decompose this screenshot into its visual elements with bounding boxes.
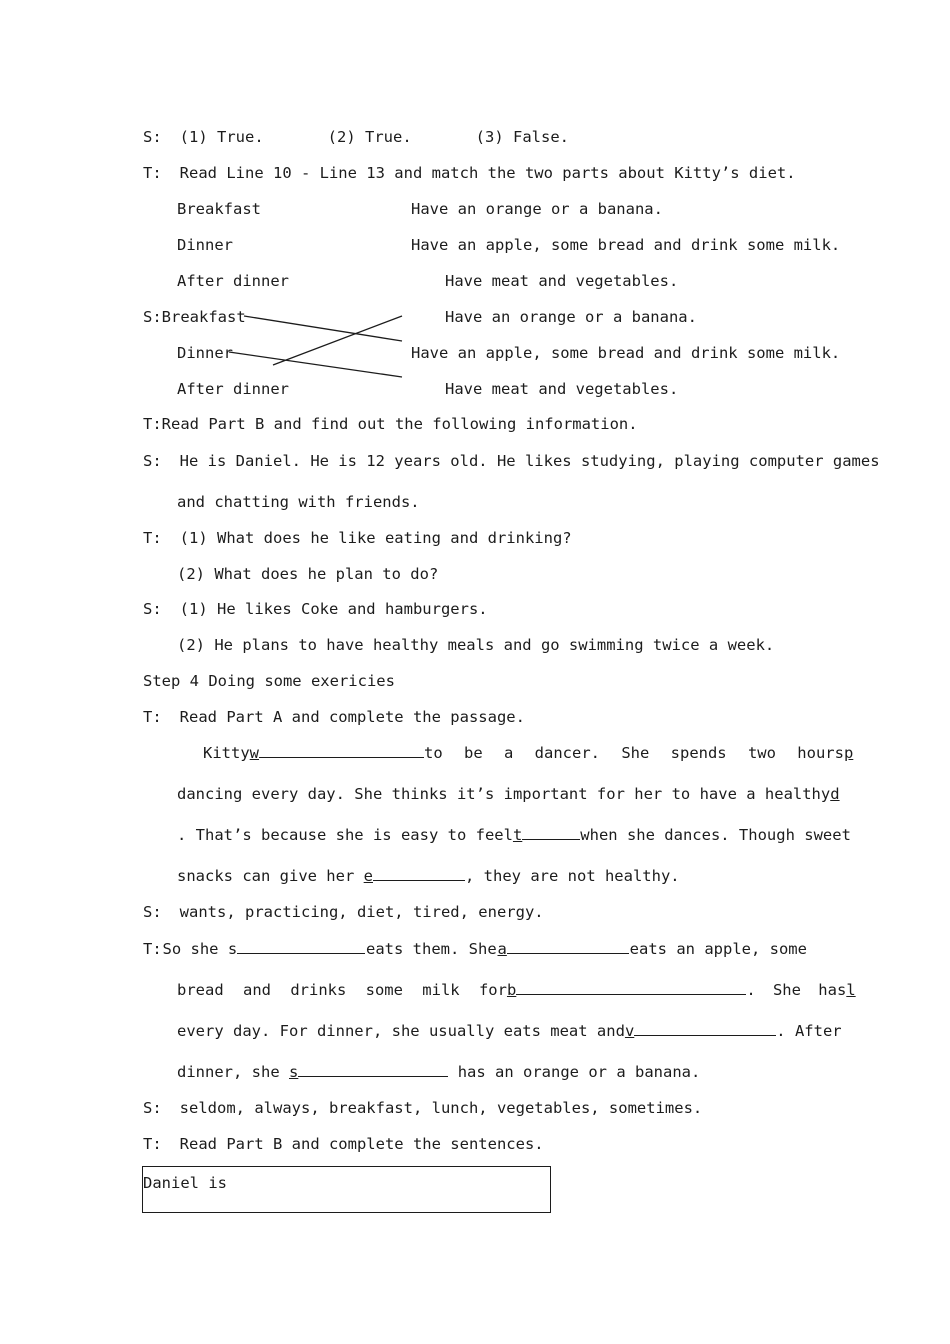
passage-text: . After: [776, 1022, 842, 1040]
blank-letter-d[interactable]: d: [830, 785, 840, 803]
speaker-label: S:: [143, 128, 162, 146]
fill-blank-s1[interactable]: [237, 939, 365, 954]
passage-text: snacks can give her: [177, 867, 355, 885]
instruction-text: Read Part A and complete the passage.: [179, 708, 525, 726]
daniel-intro: [143, 451, 880, 471]
match-right-3: Have meat and vegetables.: [445, 272, 679, 290]
passage-text: . She has: [746, 981, 847, 999]
daniel-text-2: and chatting with friends.: [177, 493, 420, 511]
passage-text: eats them. She: [366, 940, 497, 958]
speaker-label: T:: [143, 529, 162, 547]
sentence-box[interactable]: [142, 1166, 551, 1213]
box-text: Daniel is: [143, 1174, 227, 1192]
blank-letter-p[interactable]: p: [843, 744, 854, 762]
speaker-label: T:: [143, 164, 162, 182]
fill-blank-a[interactable]: [507, 939, 629, 954]
match-answer-right-2: Have an apple, some bread and drink some milk.: [411, 344, 841, 362]
match-line-breakfast: [244, 316, 402, 341]
speaker-label: S:: [143, 308, 162, 326]
passage-text: bread and drinks some milk for: [177, 981, 507, 999]
speaker-label: T:: [143, 415, 162, 433]
answer-text: seldom, always, breakfast, lunch, vegetables, sometimes.: [179, 1099, 703, 1117]
blank-letter-w: w: [249, 744, 260, 762]
fill-blank-b[interactable]: [516, 980, 746, 995]
fill-blank-t[interactable]: [522, 825, 580, 840]
passage-text: , they are not healthy.: [465, 867, 680, 885]
passage-text: has an orange or a banana.: [457, 1063, 701, 1081]
match-left-3: After dinner: [177, 272, 289, 290]
match-right-2: Have an apple, some bread and drink some milk.: [411, 236, 841, 254]
match-answer-breakfast: Breakfast: [161, 308, 246, 326]
instruction-text: Read Part B and complete the sentences.: [179, 1135, 544, 1153]
blank-letter-e: e: [363, 867, 373, 885]
instruction-text: Read Line 10 - Line 13 and match the two parts about Kitty’s diet.: [179, 164, 796, 182]
question-2: (2) What does he plan to do?: [177, 565, 439, 583]
speaker-label: S:: [143, 903, 162, 921]
question-line-1: [143, 528, 572, 548]
passage1-line-2: [177, 784, 840, 804]
passage-text: eats an apple, some: [629, 940, 807, 958]
answer-text-2: (2) He plans to have healthy meals and go swimming twice a week.: [177, 636, 775, 654]
passage1-line-3: [177, 825, 851, 845]
blank-letter-b: b: [506, 981, 517, 999]
blank-letter-l[interactable]: l: [846, 981, 856, 999]
passage1-line-1: [203, 743, 854, 763]
blank-letter-v: v: [624, 1022, 635, 1040]
speaker-label: T:: [143, 1135, 162, 1153]
passage2-line-3: [177, 1021, 842, 1041]
match-answer-right-3: Have meat and vegetables.: [445, 380, 679, 398]
instruction-text: Read Part B and find out the following information.: [161, 415, 638, 433]
answer-line-passage1: [143, 902, 544, 922]
match-right-1: Have an orange or a banana.: [411, 200, 663, 218]
passage1-line-4: [177, 866, 680, 886]
passage2-line-1: [143, 939, 807, 959]
fill-blank-v[interactable]: [634, 1021, 776, 1036]
speaker-label: S:: [143, 1099, 162, 1117]
answer-text-1: (1) He likes Coke and hamburgers.: [179, 600, 488, 618]
answer-line-1: [143, 599, 488, 619]
answer-2: (2) True.: [327, 128, 412, 146]
passage2-line-2: [177, 980, 856, 1000]
passage-text: dinner, she: [177, 1063, 280, 1081]
instruction-part-b-sentences: [143, 1134, 544, 1154]
match-answer-left-3: After dinner: [177, 380, 289, 398]
answer-1: (1) True.: [179, 128, 264, 146]
match-answer-left-2: Dinner: [177, 344, 233, 362]
passage-text: every day. For dinner, she usually eats meat and: [177, 1022, 625, 1040]
daniel-text-1: He is Daniel. He is 12 years old. He likes studying, playing computer games: [179, 452, 880, 470]
passage-text: Kitty: [203, 744, 250, 762]
speaker-label: S:: [143, 600, 162, 618]
answer-line-passage2: [143, 1098, 702, 1118]
instruction-part-b: [143, 414, 638, 434]
passage-text: So she: [162, 940, 219, 958]
answer-text: wants, practicing, diet, tired, energy.: [179, 903, 544, 921]
blank-letter-s2: s: [289, 1063, 299, 1081]
match-left-2: Dinner: [177, 236, 233, 254]
blank-letter-a: a: [497, 940, 507, 958]
instruction-part-a: [143, 707, 525, 727]
passage-text: when she dances. Though sweet: [580, 826, 851, 844]
question-1: (1) What does he like eating and drinking?: [179, 529, 572, 547]
fill-blank-w[interactable]: [259, 743, 424, 758]
passage-text: . That’s because she is easy to feel: [177, 826, 513, 844]
fill-blank-s2[interactable]: [298, 1062, 448, 1077]
match-left-1: Breakfast: [177, 200, 261, 218]
speaker-label: T:: [143, 940, 162, 958]
blank-letter-t: t: [512, 826, 523, 844]
passage-text: to be a dancer. She spends two hours: [424, 744, 844, 762]
speaker-label: T:: [143, 708, 162, 726]
match-line-dinner: [229, 352, 402, 377]
step-heading: Step 4 Doing some exericies: [143, 672, 395, 690]
passage2-line-4: [177, 1062, 700, 1082]
passage-text: dancing every day. She thinks it’s important for her to have a healthy: [177, 785, 831, 803]
speaker-label: S:: [143, 452, 162, 470]
match-answer-right-1: Have an orange or a banana.: [445, 308, 697, 326]
fill-blank-e[interactable]: [373, 866, 465, 881]
blank-letter-s: s: [227, 940, 238, 958]
answer-3: (3) False.: [475, 128, 569, 146]
